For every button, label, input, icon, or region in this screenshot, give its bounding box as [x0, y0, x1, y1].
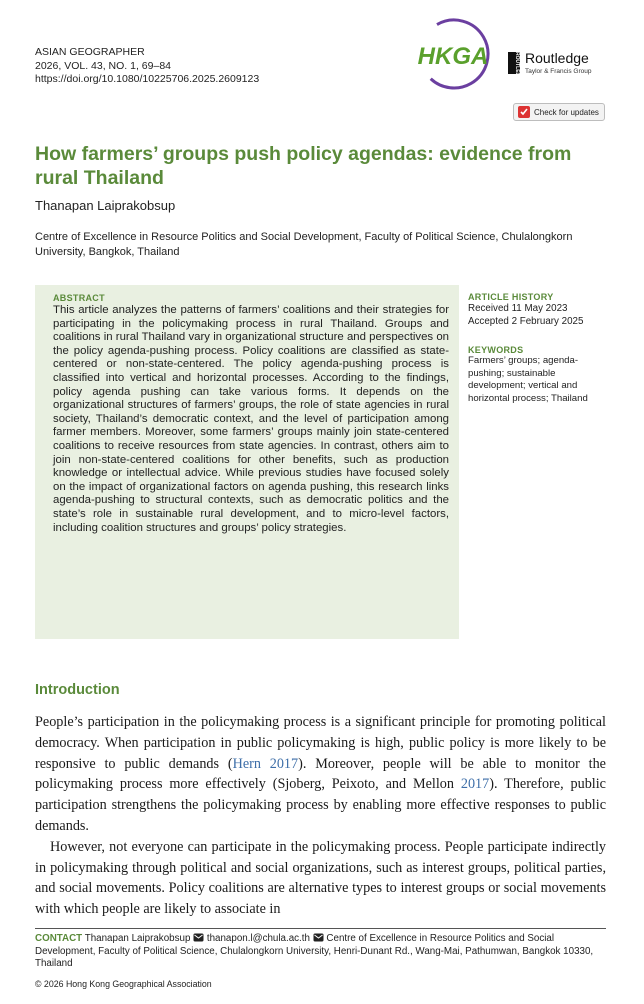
- journal-meta: [35, 46, 259, 87]
- intro-p1-part-b: ). Moreover, people will be able to monitor the policymaking process more effectively (Sjoberg, Peixoto, and Mellon: [35, 755, 606, 793]
- routledge-mark-icon: ROUTLEDGE: [508, 52, 520, 74]
- introduction-heading: Introduction: [35, 682, 120, 698]
- abstract-text: This article analyzes the patterns of farmers’ coalitions and their strategies for participating in the policymaking process in rural Thailand. Groups and coalitions in rural Thailand vary in organizational structure and perspectives on the policy agenda-pushing process. Policy coalitions are classified as state-centered or non-state-centered. The policy agenda-pushing process is classified into vertical and horizontal processes. According to the findings, policy agenda pushing can take various forms. It depends on the organizational structures of farmers’ groups, the role of state agencies in rural society, Thailand’s democratic context, and the level of participation among farmer members. Moreover, some farmers’ groups mainly join state-centered coalitions to receive resources from state agencies. In contrast, others aim to join non-state-centered coalitions for other benefits, such as production knowledge or intellectual advice. While previous studies have focused solely on the impact of organizational factors on agenda pushing, this research links agenda-pushing to structural contexts, such as democratic politics and the state’s role in sustainable rural development, and to micro-level factors, including coalition structures and groups’ policy strategies.: [53, 304, 449, 534]
- journal-issue: 2026, VOL. 43, NO. 1, 69–84: [35, 59, 172, 72]
- intro-p1-part-c: ). Therefore, public participation strengthens the policymaking process by enabling more effective responses to public demands.: [35, 776, 606, 834]
- copyright: © 2026 Hong Kong Geographical Association: [35, 979, 212, 989]
- contact-name: Thanapan Laiprakobsup: [84, 933, 191, 944]
- citation-sjoberg-2017[interactable]: 2017: [460, 776, 490, 793]
- author-affiliation: Centre of Excellence in Resource Politics and Social Development, Faculty of Political Science, Chulalongkorn University, Bangkok, Thailand: [35, 231, 573, 258]
- keywords: [468, 345, 608, 405]
- citation-hern-2017[interactable]: Hern 2017: [232, 755, 299, 772]
- publisher-sub: Taylor & Francis Group: [525, 68, 592, 75]
- abstract-heading: ABSTRACT: [53, 293, 105, 303]
- contact-address: Centre of Excellence in Resource Politics and Social Development, Faculty of Political Science, Chulalongkorn University, Henri-Dunant Rd., Wang-Mai, Pathumwan, Bangkok 10330, Thailand: [35, 933, 594, 970]
- contact-info: [35, 933, 610, 971]
- address-icon: [313, 933, 324, 942]
- check-for-updates-label: Check for updates: [534, 107, 599, 117]
- abstract-box: [35, 285, 459, 639]
- contact-label: CONTACT: [35, 933, 83, 944]
- article-history: [468, 292, 613, 328]
- keywords-text: Farmers’ groups; agenda-pushing; sustainable development; vertical and horizontal process; Thailand: [468, 355, 588, 404]
- article-author: Thanapan Laiprakobsup: [35, 198, 176, 213]
- article-history-heading: ARTICLE HISTORY: [468, 292, 554, 302]
- crossmark-icon: [518, 106, 530, 118]
- footer-divider: [35, 928, 606, 929]
- check-for-updates-button[interactable]: [513, 103, 605, 121]
- publisher-name: Routledge: [525, 50, 589, 66]
- journal-name: ASIAN GEOGRAPHER: [35, 46, 145, 58]
- intro-body: [35, 712, 606, 920]
- received-date: Received 11 May 2023: [468, 303, 568, 314]
- journal-doi[interactable]: https://doi.org/10.1080/10225706.2025.2609123: [35, 73, 260, 85]
- keywords-heading: KEYWORDS: [468, 345, 524, 355]
- accepted-date: Accepted 2 February 2025: [468, 316, 584, 327]
- email-icon: [193, 933, 204, 942]
- article-title: How farmers’ groups push policy agendas: evidence from rural Thailand: [35, 143, 572, 189]
- intro-paragraph-1: [35, 712, 606, 837]
- hkga-logo-text: HKGA: [417, 43, 489, 70]
- contact-email[interactable]: thanapon.l@chula.ac.th: [206, 933, 310, 944]
- intro-paragraph-2: However, not everyone can participate in the policymaking process. People participate indirectly in policymaking through political and social organizations, such as interest groups, political parties, and social movements. Policy coalitions are alternative types to interest groups or social movements with which people are likely to associate in: [35, 838, 606, 918]
- hkga-logo: [414, 14, 492, 92]
- intro-p1-part-a: People’s participation in the policymaking process is a significant principle for promoting political democracy. When participation in public policymaking is high, public policy is more likely to be responsive to public demands (: [35, 714, 606, 772]
